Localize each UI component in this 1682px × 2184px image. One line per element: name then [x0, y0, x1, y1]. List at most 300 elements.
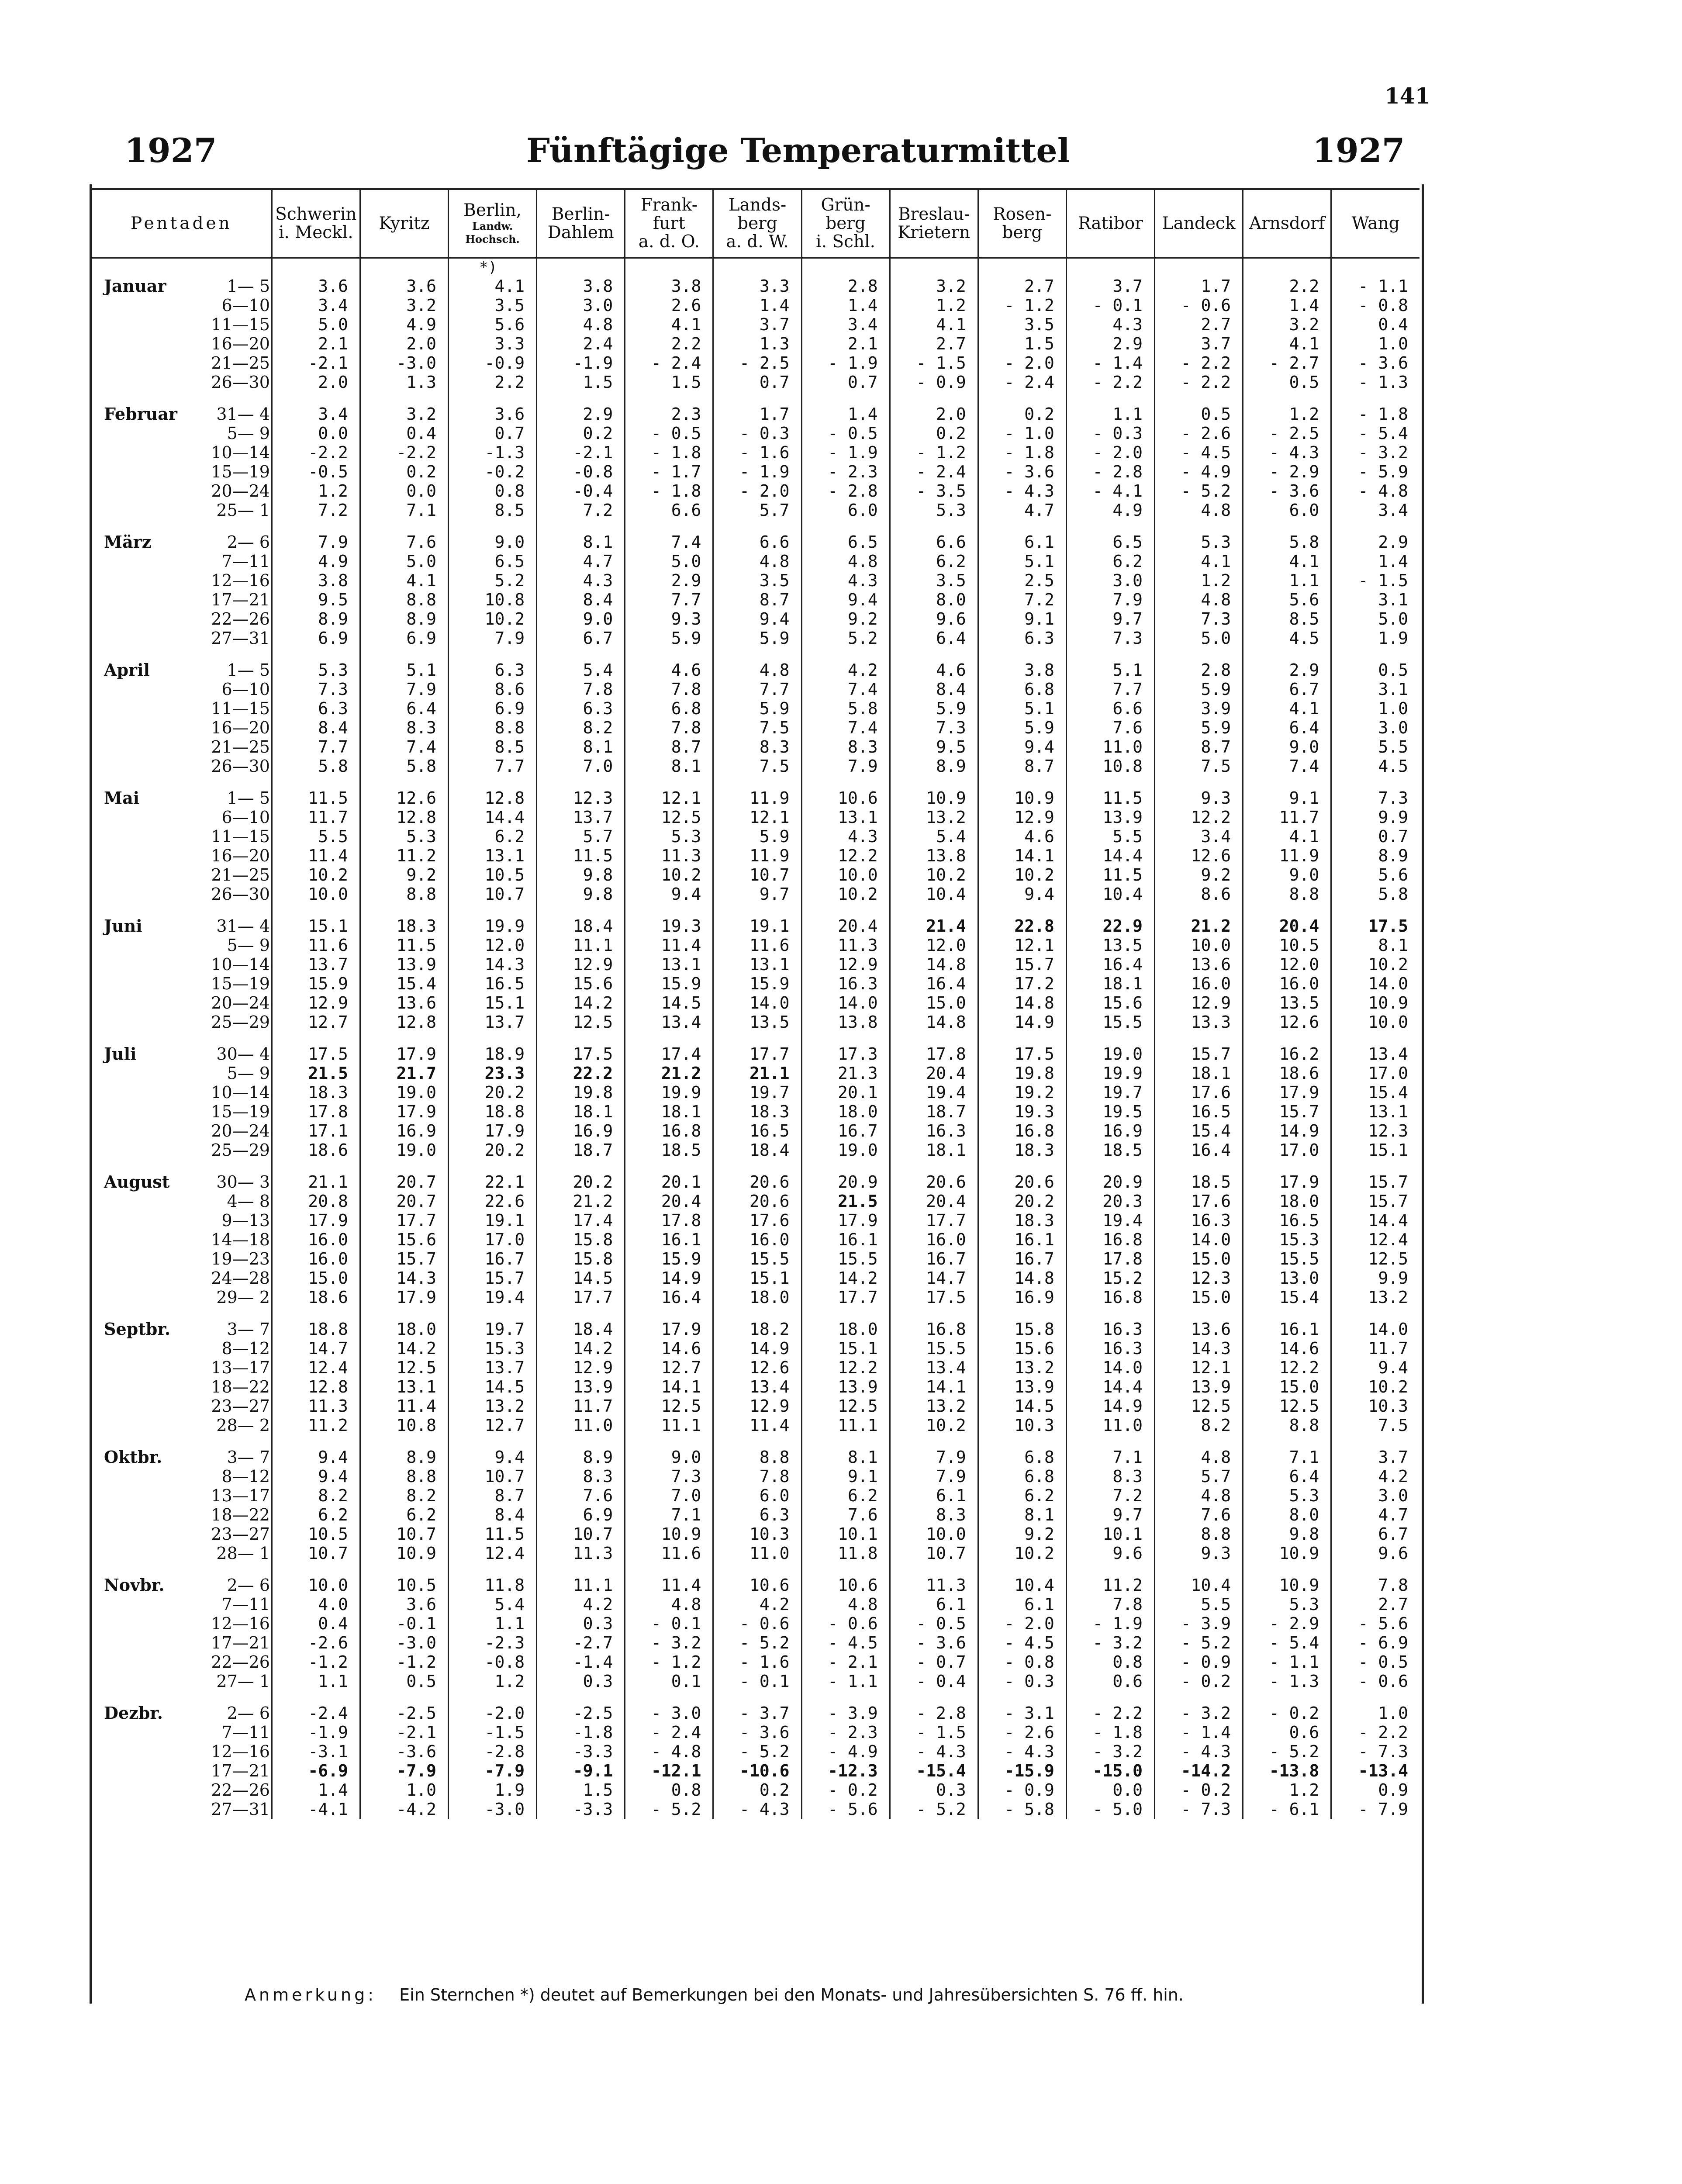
value-cell: 7.9 [360, 680, 448, 699]
table-row [92, 1172, 1420, 1192]
value-cell: - 0.5 [801, 424, 890, 443]
spacer-cell [1331, 1032, 1420, 1044]
spacer-cell [272, 1563, 360, 1575]
page-title: Fünftägige Temperaturmittel [526, 131, 1070, 170]
value-cell: 7.5 [713, 718, 801, 737]
value-cell: 13.0 [1243, 1268, 1331, 1288]
pentade-cell [92, 462, 272, 481]
value-cell: 16.3 [1066, 1319, 1154, 1339]
pentade-cell [92, 1211, 272, 1230]
spacer-cell [890, 904, 978, 916]
pentade-range: 18—22 [211, 1377, 270, 1396]
value-cell: 14.0 [1066, 1358, 1154, 1377]
value-cell: 18.1 [1066, 974, 1154, 993]
value-cell: 1.2 [1243, 404, 1331, 424]
value-cell: 7.1 [1243, 1447, 1331, 1467]
value-cell: 4.1 [449, 276, 537, 296]
value-cell: -12.1 [625, 1761, 713, 1780]
spacer-cell [537, 520, 625, 532]
value-cell: 21.7 [360, 1064, 448, 1083]
pentade-cell [92, 1447, 272, 1467]
value-cell: 14.9 [1243, 1121, 1331, 1140]
pentade-range: 7—11 [221, 1723, 270, 1742]
value-cell: 8.2 [360, 1486, 448, 1505]
header-station-line: Grün- [821, 195, 870, 215]
value-cell: 4.7 [1331, 1505, 1420, 1524]
pentade-range: 20—24 [211, 1121, 270, 1140]
spacer-cell [92, 520, 272, 532]
value-cell: -3.0 [360, 353, 448, 373]
value-cell: - 0.9 [890, 373, 978, 392]
value-cell: 9.4 [978, 737, 1066, 757]
header-station-line: a. d. O. [638, 232, 700, 252]
value-cell: 15.9 [625, 974, 713, 993]
header-station-line: Landw. [472, 220, 513, 232]
value-cell: 14.9 [978, 1013, 1066, 1032]
value-cell: 12.8 [360, 1013, 448, 1032]
spacer-cell [92, 1307, 272, 1319]
value-cell: 12.2 [1243, 1358, 1331, 1377]
table-row [92, 1102, 1420, 1121]
table-cell [360, 258, 448, 276]
value-cell: 11.0 [713, 1544, 801, 1563]
value-cell: 1.1 [1243, 571, 1331, 590]
value-cell: 9.5 [890, 737, 978, 757]
value-cell: -3.1 [272, 1742, 360, 1761]
pentade-range: 4— 8 [227, 1192, 270, 1211]
value-cell: 7.6 [1155, 1505, 1243, 1524]
value-cell: 11.9 [713, 846, 801, 865]
pentade-cell [92, 1575, 272, 1595]
value-cell: 4.8 [1155, 590, 1243, 609]
value-cell: 10.0 [1331, 1013, 1420, 1032]
value-cell: - 0.7 [890, 1652, 978, 1672]
value-cell: 6.2 [978, 1486, 1066, 1505]
pentade-cell [92, 1339, 272, 1358]
spacer-cell [890, 1307, 978, 1319]
value-cell: 8.5 [1243, 609, 1331, 629]
spacer-cell [801, 1032, 890, 1044]
value-cell: 1.4 [272, 1780, 360, 1800]
table-row [92, 1447, 1420, 1467]
value-cell: - 4.9 [801, 1742, 890, 1761]
value-cell: 19.9 [625, 1083, 713, 1102]
value-cell: 17.0 [449, 1230, 537, 1249]
header-station-line: Hochsch. [465, 233, 520, 245]
pentade-cell [92, 757, 272, 776]
value-cell: 14.4 [1066, 846, 1154, 865]
month-spacer [92, 1563, 1420, 1575]
table-cell [978, 258, 1066, 276]
value-cell: 17.9 [360, 1102, 448, 1121]
table-row [92, 1013, 1420, 1032]
spacer-cell [801, 1563, 890, 1575]
value-cell: - 0.9 [978, 1780, 1066, 1800]
value-cell: 0.4 [1331, 315, 1420, 334]
value-cell: 5.8 [1331, 885, 1420, 904]
spacer-cell [801, 1435, 890, 1447]
value-cell: 22.6 [449, 1192, 537, 1211]
spacer-cell [449, 392, 537, 404]
value-cell: - 0.8 [1331, 296, 1420, 315]
value-cell: -0.1 [360, 1614, 448, 1633]
value-cell: -1.5 [449, 1723, 537, 1742]
pentade-cell [92, 916, 272, 936]
value-cell: -3.3 [537, 1742, 625, 1761]
value-cell: 15.1 [449, 993, 537, 1013]
spacer-cell [890, 776, 978, 788]
value-cell: 5.3 [1243, 1595, 1331, 1614]
value-cell: 13.8 [890, 846, 978, 865]
value-cell: - 0.6 [713, 1614, 801, 1633]
value-cell: 0.8 [449, 481, 537, 501]
value-cell: 5.8 [272, 757, 360, 776]
table-row [92, 660, 1420, 680]
header-station [625, 189, 713, 258]
value-cell: - 2.5 [1243, 424, 1331, 443]
value-cell: 21.2 [1155, 916, 1243, 936]
value-cell: 10.1 [1066, 1524, 1154, 1544]
spacer-cell [801, 1160, 890, 1172]
value-cell: 7.3 [1331, 788, 1420, 808]
value-cell: 17.4 [537, 1211, 625, 1230]
value-cell: 7.9 [890, 1467, 978, 1486]
value-cell: 17.8 [272, 1102, 360, 1121]
value-cell: 17.5 [272, 1044, 360, 1064]
spacer-cell [272, 776, 360, 788]
value-cell: 7.0 [537, 757, 625, 776]
value-cell: 6.8 [978, 1447, 1066, 1467]
value-cell: 6.9 [360, 629, 448, 648]
value-cell: 18.3 [713, 1102, 801, 1121]
value-cell: 15.8 [537, 1249, 625, 1268]
value-cell: 20.6 [890, 1172, 978, 1192]
value-cell: - 1.2 [978, 296, 1066, 315]
value-cell: 6.3 [272, 699, 360, 718]
pentade-range: 17—21 [211, 590, 270, 609]
value-cell: 13.9 [801, 1377, 890, 1396]
value-cell: 16.7 [978, 1249, 1066, 1268]
value-cell: - 4.5 [801, 1633, 890, 1652]
value-cell: - 0.2 [1155, 1672, 1243, 1691]
value-cell: 8.9 [890, 757, 978, 776]
value-cell: -3.3 [537, 1800, 625, 1819]
table-row [92, 1192, 1420, 1211]
month-label: Dezbr. [104, 1703, 163, 1723]
value-cell: 17.9 [449, 1121, 537, 1140]
spacer-cell [801, 520, 890, 532]
value-cell: 7.7 [625, 590, 713, 609]
spacer-cell [625, 1160, 713, 1172]
value-cell: 3.1 [1331, 590, 1420, 609]
pentade-range: 2— 6 [227, 1576, 270, 1595]
pentade-cell [92, 1486, 272, 1505]
value-cell: - 1.8 [625, 443, 713, 462]
spacer-cell [360, 1563, 448, 1575]
header-station-line: Wang [1351, 214, 1400, 233]
value-cell: 17.1 [272, 1121, 360, 1140]
value-cell: 17.9 [360, 1044, 448, 1064]
value-cell: 11.6 [625, 1544, 713, 1563]
spacer-cell [1155, 1307, 1243, 1319]
value-cell: 3.5 [713, 571, 801, 590]
value-cell: 8.1 [801, 1447, 890, 1467]
spacer-cell [1331, 1435, 1420, 1447]
pentade-cell [92, 424, 272, 443]
value-cell: 20.4 [801, 916, 890, 936]
spacer-cell [1331, 1691, 1420, 1703]
value-cell: -2.2 [360, 443, 448, 462]
value-cell: 14.0 [801, 993, 890, 1013]
table-row [92, 1614, 1420, 1633]
value-cell: 14.6 [1243, 1339, 1331, 1358]
value-cell: 4.2 [537, 1595, 625, 1614]
spacer-cell [1243, 1307, 1331, 1319]
value-cell: 5.6 [1243, 590, 1331, 609]
value-cell: 4.8 [801, 552, 890, 571]
value-cell: 10.9 [360, 1544, 448, 1563]
value-cell: 9.8 [537, 885, 625, 904]
value-cell: 11.1 [537, 936, 625, 955]
value-cell: 13.1 [625, 955, 713, 974]
value-cell: 9.1 [1243, 788, 1331, 808]
table-row [92, 1121, 1420, 1140]
spacer-cell [360, 520, 448, 532]
table-row [92, 1211, 1420, 1230]
header-station [1243, 189, 1331, 258]
spacer-cell [1066, 1435, 1154, 1447]
pentade-range: 20—24 [211, 481, 270, 501]
value-cell: - 7.3 [1155, 1800, 1243, 1819]
value-cell: 18.3 [272, 1083, 360, 1102]
spacer-cell [1155, 1435, 1243, 1447]
value-cell: 8.4 [890, 680, 978, 699]
spacer-cell [1155, 1563, 1243, 1575]
value-cell: 21.5 [801, 1192, 890, 1211]
spacer-cell [360, 1691, 448, 1703]
value-cell: - 1.8 [1331, 404, 1420, 424]
pentade-cell [92, 1652, 272, 1672]
value-cell: 7.5 [713, 757, 801, 776]
value-cell: 3.9 [1155, 699, 1243, 718]
value-cell: 15.6 [978, 1339, 1066, 1358]
value-cell: 6.2 [890, 552, 978, 571]
value-cell: 3.8 [625, 276, 713, 296]
value-cell: 20.1 [625, 1172, 713, 1192]
table-cell [625, 258, 713, 276]
table-cell [272, 258, 360, 276]
value-cell: 13.9 [537, 1377, 625, 1396]
value-cell: 6.1 [890, 1486, 978, 1505]
value-cell: 18.2 [713, 1319, 801, 1339]
value-cell: 20.4 [890, 1192, 978, 1211]
value-cell: 11.7 [537, 1396, 625, 1416]
spacer-cell [360, 1160, 448, 1172]
value-cell: 1.0 [1331, 1703, 1420, 1723]
value-cell: 21.2 [537, 1192, 625, 1211]
pentade-range: 16—20 [211, 718, 270, 737]
value-cell: 13.7 [272, 955, 360, 974]
value-cell: - 5.0 [1066, 1800, 1154, 1819]
pentade-cell [92, 1288, 272, 1307]
table-body [92, 258, 1420, 1819]
value-cell: 14.2 [801, 1268, 890, 1288]
value-cell: - 2.3 [801, 1723, 890, 1742]
spacer-cell [1155, 776, 1243, 788]
value-cell: 14.1 [890, 1377, 978, 1396]
value-cell: 13.1 [360, 1377, 448, 1396]
value-cell: - 1.8 [1066, 1723, 1154, 1742]
value-cell: 4.1 [1243, 552, 1331, 571]
table-cell [92, 258, 272, 276]
value-cell: 8.9 [360, 1447, 448, 1467]
value-cell: 15.7 [978, 955, 1066, 974]
value-cell: 10.4 [978, 1575, 1066, 1595]
value-cell: 8.3 [537, 1467, 625, 1486]
value-cell: - 0.1 [713, 1672, 801, 1691]
value-cell: 10.7 [537, 1524, 625, 1544]
value-cell: 15.8 [537, 1230, 625, 1249]
value-cell: 3.6 [272, 276, 360, 296]
value-cell: - 3.2 [1331, 443, 1420, 462]
value-cell: 10.7 [713, 865, 801, 885]
spacer-cell [92, 1032, 272, 1044]
value-cell: 12.5 [360, 1358, 448, 1377]
value-cell: -2.1 [272, 353, 360, 373]
value-cell: 12.5 [537, 1013, 625, 1032]
value-cell: 7.8 [537, 680, 625, 699]
table-cell [537, 258, 625, 276]
value-cell: 13.7 [449, 1358, 537, 1377]
value-cell: 15.2 [1066, 1268, 1154, 1288]
pentade-range: 10—14 [211, 443, 270, 462]
pentade-range: 10—14 [211, 955, 270, 974]
table-cell [1155, 258, 1243, 276]
value-cell: 9.1 [978, 609, 1066, 629]
value-cell: 8.1 [537, 737, 625, 757]
pentade-range: 15—19 [211, 974, 270, 993]
header-station-line: Krietern [898, 223, 971, 242]
spacer-cell [272, 1307, 360, 1319]
value-cell: 11.4 [625, 1575, 713, 1595]
month-spacer [92, 776, 1420, 788]
spacer-cell [1155, 1160, 1243, 1172]
pentade-range: 15—19 [211, 462, 270, 481]
value-cell: 12.9 [713, 1396, 801, 1416]
value-cell: 8.8 [1155, 1524, 1243, 1544]
value-cell: 0.2 [978, 404, 1066, 424]
value-cell: 5.8 [801, 699, 890, 718]
value-cell: 14.7 [890, 1268, 978, 1288]
value-cell: 5.9 [1155, 680, 1243, 699]
value-cell: - 2.1 [801, 1652, 890, 1672]
value-cell: 10.3 [1331, 1396, 1420, 1416]
value-cell: 8.8 [1243, 885, 1331, 904]
value-cell: 22.8 [978, 916, 1066, 936]
value-cell: 13.6 [360, 993, 448, 1013]
header-pentaden: Pentaden [92, 189, 272, 258]
pentade-cell [92, 276, 272, 296]
value-cell: 16.7 [801, 1121, 890, 1140]
spacer-cell [890, 520, 978, 532]
value-cell: - 2.8 [890, 1703, 978, 1723]
value-cell: 10.9 [890, 788, 978, 808]
value-cell: 4.9 [360, 315, 448, 334]
spacer-cell [537, 904, 625, 916]
value-cell: 7.9 [272, 532, 360, 552]
value-cell: 0.2 [360, 462, 448, 481]
value-cell: - 5.2 [713, 1742, 801, 1761]
value-cell: 18.5 [625, 1140, 713, 1160]
pentade-range: 1— 5 [227, 660, 270, 680]
value-cell: 13.4 [890, 1358, 978, 1377]
value-cell: 7.2 [537, 501, 625, 520]
spacer-cell [978, 1435, 1066, 1447]
value-cell: 20.2 [449, 1083, 537, 1102]
value-cell: 2.3 [625, 404, 713, 424]
value-cell: 7.7 [272, 737, 360, 757]
value-cell: 16.0 [713, 1230, 801, 1249]
value-cell: 16.4 [1066, 955, 1154, 974]
value-cell: 18.0 [801, 1319, 890, 1339]
value-cell: 7.6 [1066, 718, 1154, 737]
value-cell: 1.1 [449, 1614, 537, 1633]
value-cell: 4.7 [978, 501, 1066, 520]
value-cell: -4.2 [360, 1800, 448, 1819]
value-cell: - 3.7 [713, 1703, 801, 1723]
value-cell: 20.9 [801, 1172, 890, 1192]
value-cell: 11.4 [272, 846, 360, 865]
pentade-cell [92, 315, 272, 334]
value-cell: 6.3 [713, 1505, 801, 1524]
spacer-cell [890, 1563, 978, 1575]
header-station [713, 189, 801, 258]
header-station [1155, 189, 1243, 258]
pentade-range: 23—27 [211, 1396, 270, 1416]
table-row [92, 1800, 1420, 1819]
value-cell: 17.6 [713, 1211, 801, 1230]
header-station-line: Landeck [1162, 214, 1236, 233]
spacer-cell [1066, 1691, 1154, 1703]
table-row [92, 1742, 1420, 1761]
spacer-cell [978, 776, 1066, 788]
value-cell: 21.2 [625, 1064, 713, 1083]
footnote [245, 1985, 1184, 2004]
value-cell: 5.6 [449, 315, 537, 334]
table-row [92, 424, 1420, 443]
value-cell: - 5.9 [1331, 462, 1420, 481]
value-cell: 12.4 [449, 1544, 537, 1563]
pentade-range: 28— 2 [216, 1416, 270, 1435]
value-cell: 13.2 [978, 1358, 1066, 1377]
value-cell: - 2.2 [1155, 373, 1243, 392]
value-cell: 14.9 [713, 1339, 801, 1358]
value-cell: 22.1 [449, 1172, 537, 1192]
value-cell: 16.9 [1066, 1121, 1154, 1140]
value-cell: 20.7 [360, 1192, 448, 1211]
value-cell: 4.1 [890, 315, 978, 334]
value-cell: - 0.2 [1155, 1780, 1243, 1800]
header-station-line: Kyritz [379, 214, 430, 233]
pentade-range: 26—30 [211, 373, 270, 392]
value-cell: 13.8 [801, 1013, 890, 1032]
value-cell: 3.3 [713, 276, 801, 296]
value-cell: 4.8 [1155, 1486, 1243, 1505]
footnote-label: Anmerkung: [245, 1985, 377, 2004]
value-cell: 3.0 [1331, 1486, 1420, 1505]
value-cell: 14.8 [978, 993, 1066, 1013]
value-cell: 8.8 [360, 590, 448, 609]
